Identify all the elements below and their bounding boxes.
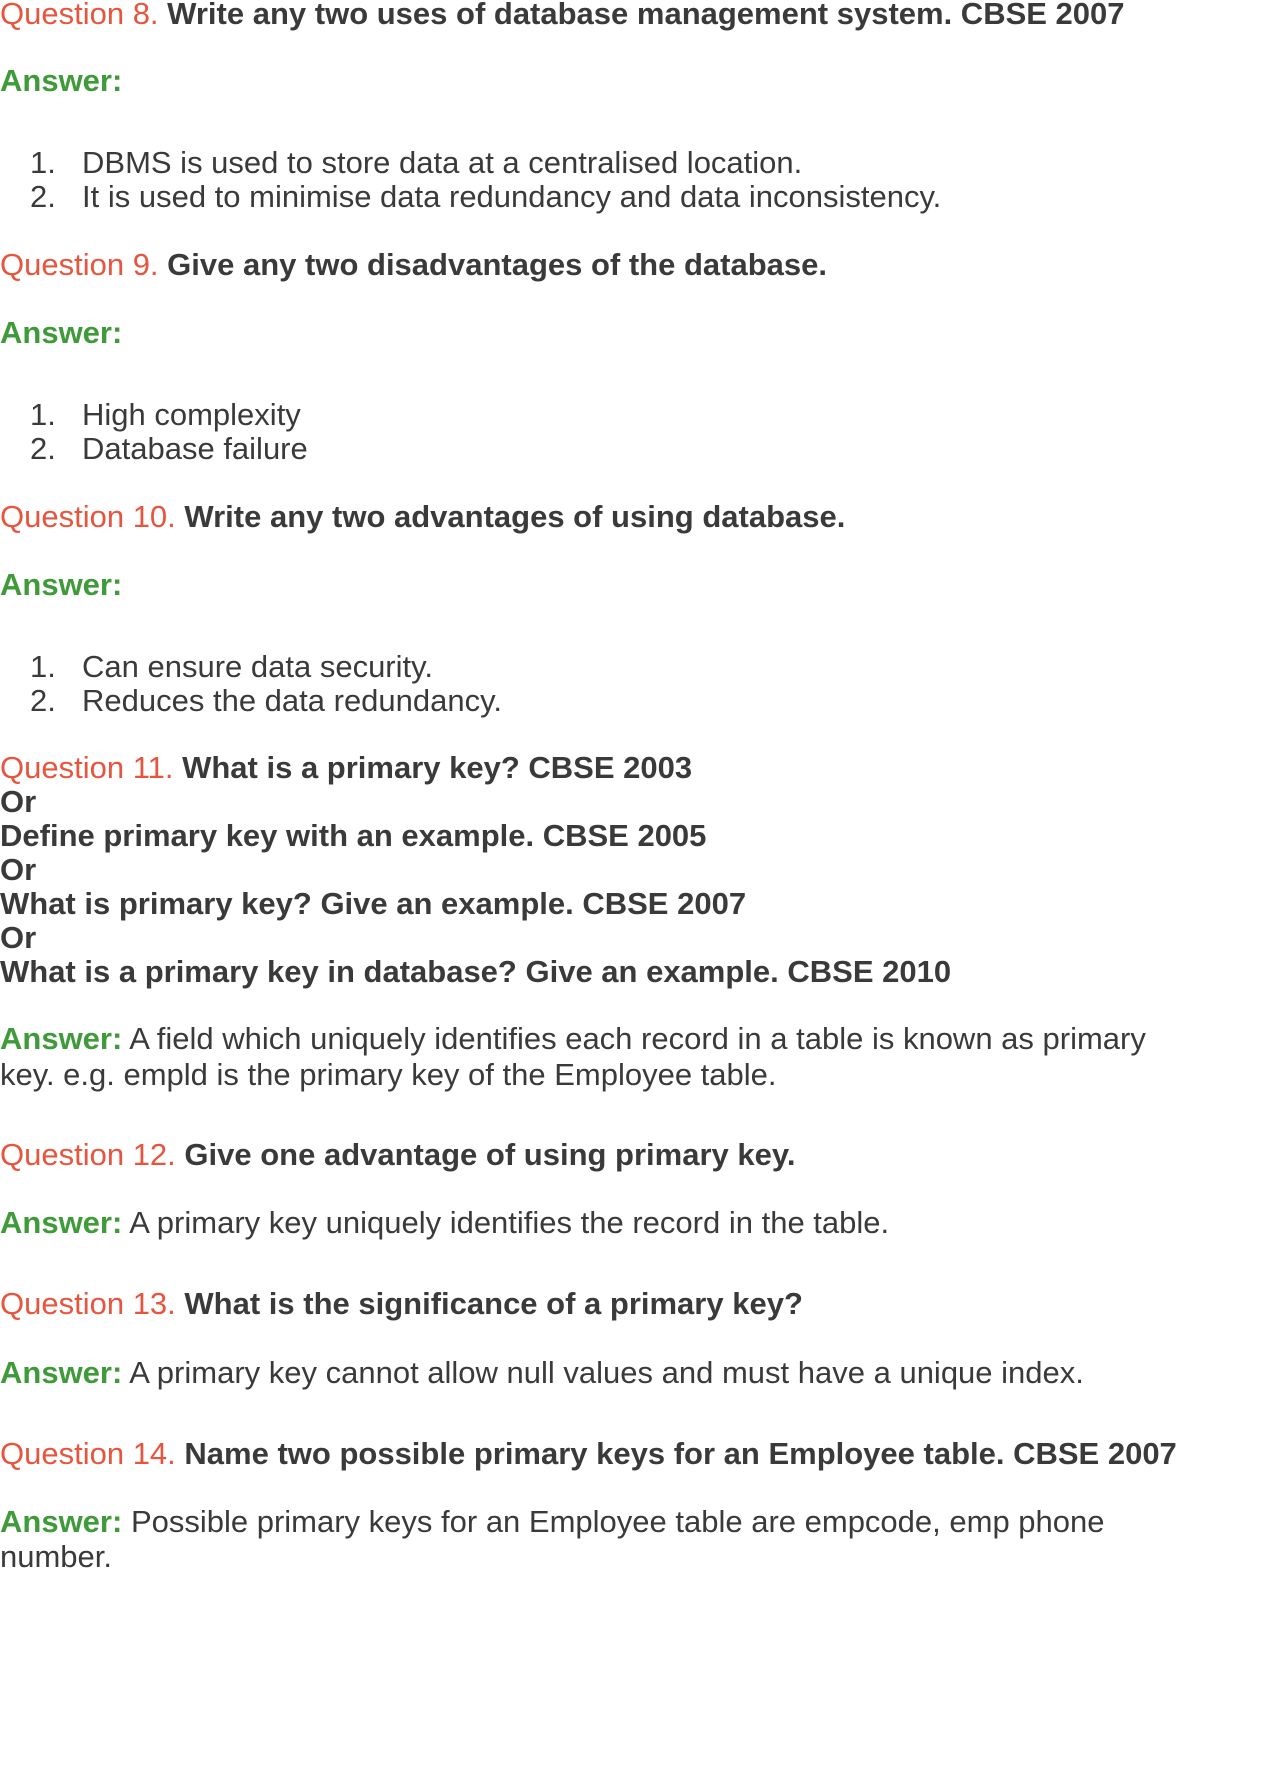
answer-label: Answer:	[0, 567, 123, 602]
alternate-or: Or	[0, 784, 37, 819]
question-label: Question 11.	[0, 750, 174, 785]
answer-line	[0, 1020, 1146, 1058]
answer-text: A field which uniquely identifies each record in a table is known as primary	[129, 1021, 1146, 1056]
question-text: Write any two uses of database management system. CBSE 2007	[167, 0, 1125, 31]
question-text: Give one advantage of using primary key.	[184, 1137, 796, 1172]
question-9	[0, 246, 827, 284]
answer-text: A primary key uniquely identifies the record in the table.	[129, 1205, 890, 1240]
question-14	[0, 1435, 1177, 1473]
question-12	[0, 1136, 795, 1174]
answer-text: key. e.g. empld is the primary key of the Employee table.	[0, 1057, 777, 1092]
answer-label: Answer:	[0, 63, 123, 98]
answer-text: A primary key cannot allow null values and must have a unique index.	[129, 1355, 1084, 1390]
alternate-question: Define primary key with an example. CBSE 2005	[0, 818, 707, 853]
list-item: 2. Reduces the data redundancy.	[30, 683, 502, 718]
list-item: 1. DBMS is used to store data at a centralised location.	[30, 145, 803, 180]
answer-line	[0, 1204, 889, 1242]
answer-label: Answer:	[0, 1504, 123, 1539]
question-text: What is a primary key? CBSE 2003	[182, 750, 693, 785]
list-item: 1. Can ensure data security.	[30, 649, 433, 684]
question-8	[0, 0, 1125, 33]
answer-label: Answer:	[0, 1205, 123, 1240]
question-label: Question 10.	[0, 499, 176, 534]
answer-text: number.	[0, 1539, 113, 1574]
question-text: Write any two advantages of using database.	[184, 499, 846, 534]
question-label: Question 8.	[0, 0, 159, 31]
answer-line	[0, 1354, 1084, 1392]
question-label: Question 13.	[0, 1286, 176, 1321]
list-item: 2. It is used to minimise data redundancy and data inconsistency.	[30, 179, 942, 214]
alternate-question: What is primary key? Give an example. CBSE 2007	[0, 886, 747, 921]
answer-label: Answer:	[0, 315, 123, 350]
alternate-or: Or	[0, 920, 37, 955]
alternate-or: Or	[0, 852, 37, 887]
list-item: 2. Database failure	[30, 431, 308, 466]
question-text: Give any two disadvantages of the database.	[167, 247, 827, 282]
question-label: Question 9.	[0, 247, 159, 282]
answer-label: Answer:	[0, 1355, 123, 1390]
question-label: Question 14.	[0, 1436, 176, 1471]
answer-text: Possible primary keys for an Employee table are empcode, emp phone	[130, 1504, 1105, 1539]
answer-label: Answer:	[0, 1021, 123, 1056]
question-text: Name two possible primary keys for an Employee table. CBSE 2007	[184, 1436, 1177, 1471]
question-text: What is the significance of a primary key?	[184, 1286, 803, 1321]
alternate-question: What is a primary key in database? Give an example. CBSE 2010	[0, 954, 952, 989]
question-10	[0, 498, 845, 536]
question-label: Question 12.	[0, 1137, 176, 1172]
question-11	[0, 749, 692, 787]
list-item: 1. High complexity	[30, 397, 301, 432]
question-13	[0, 1285, 803, 1323]
answer-line	[0, 1503, 1105, 1541]
